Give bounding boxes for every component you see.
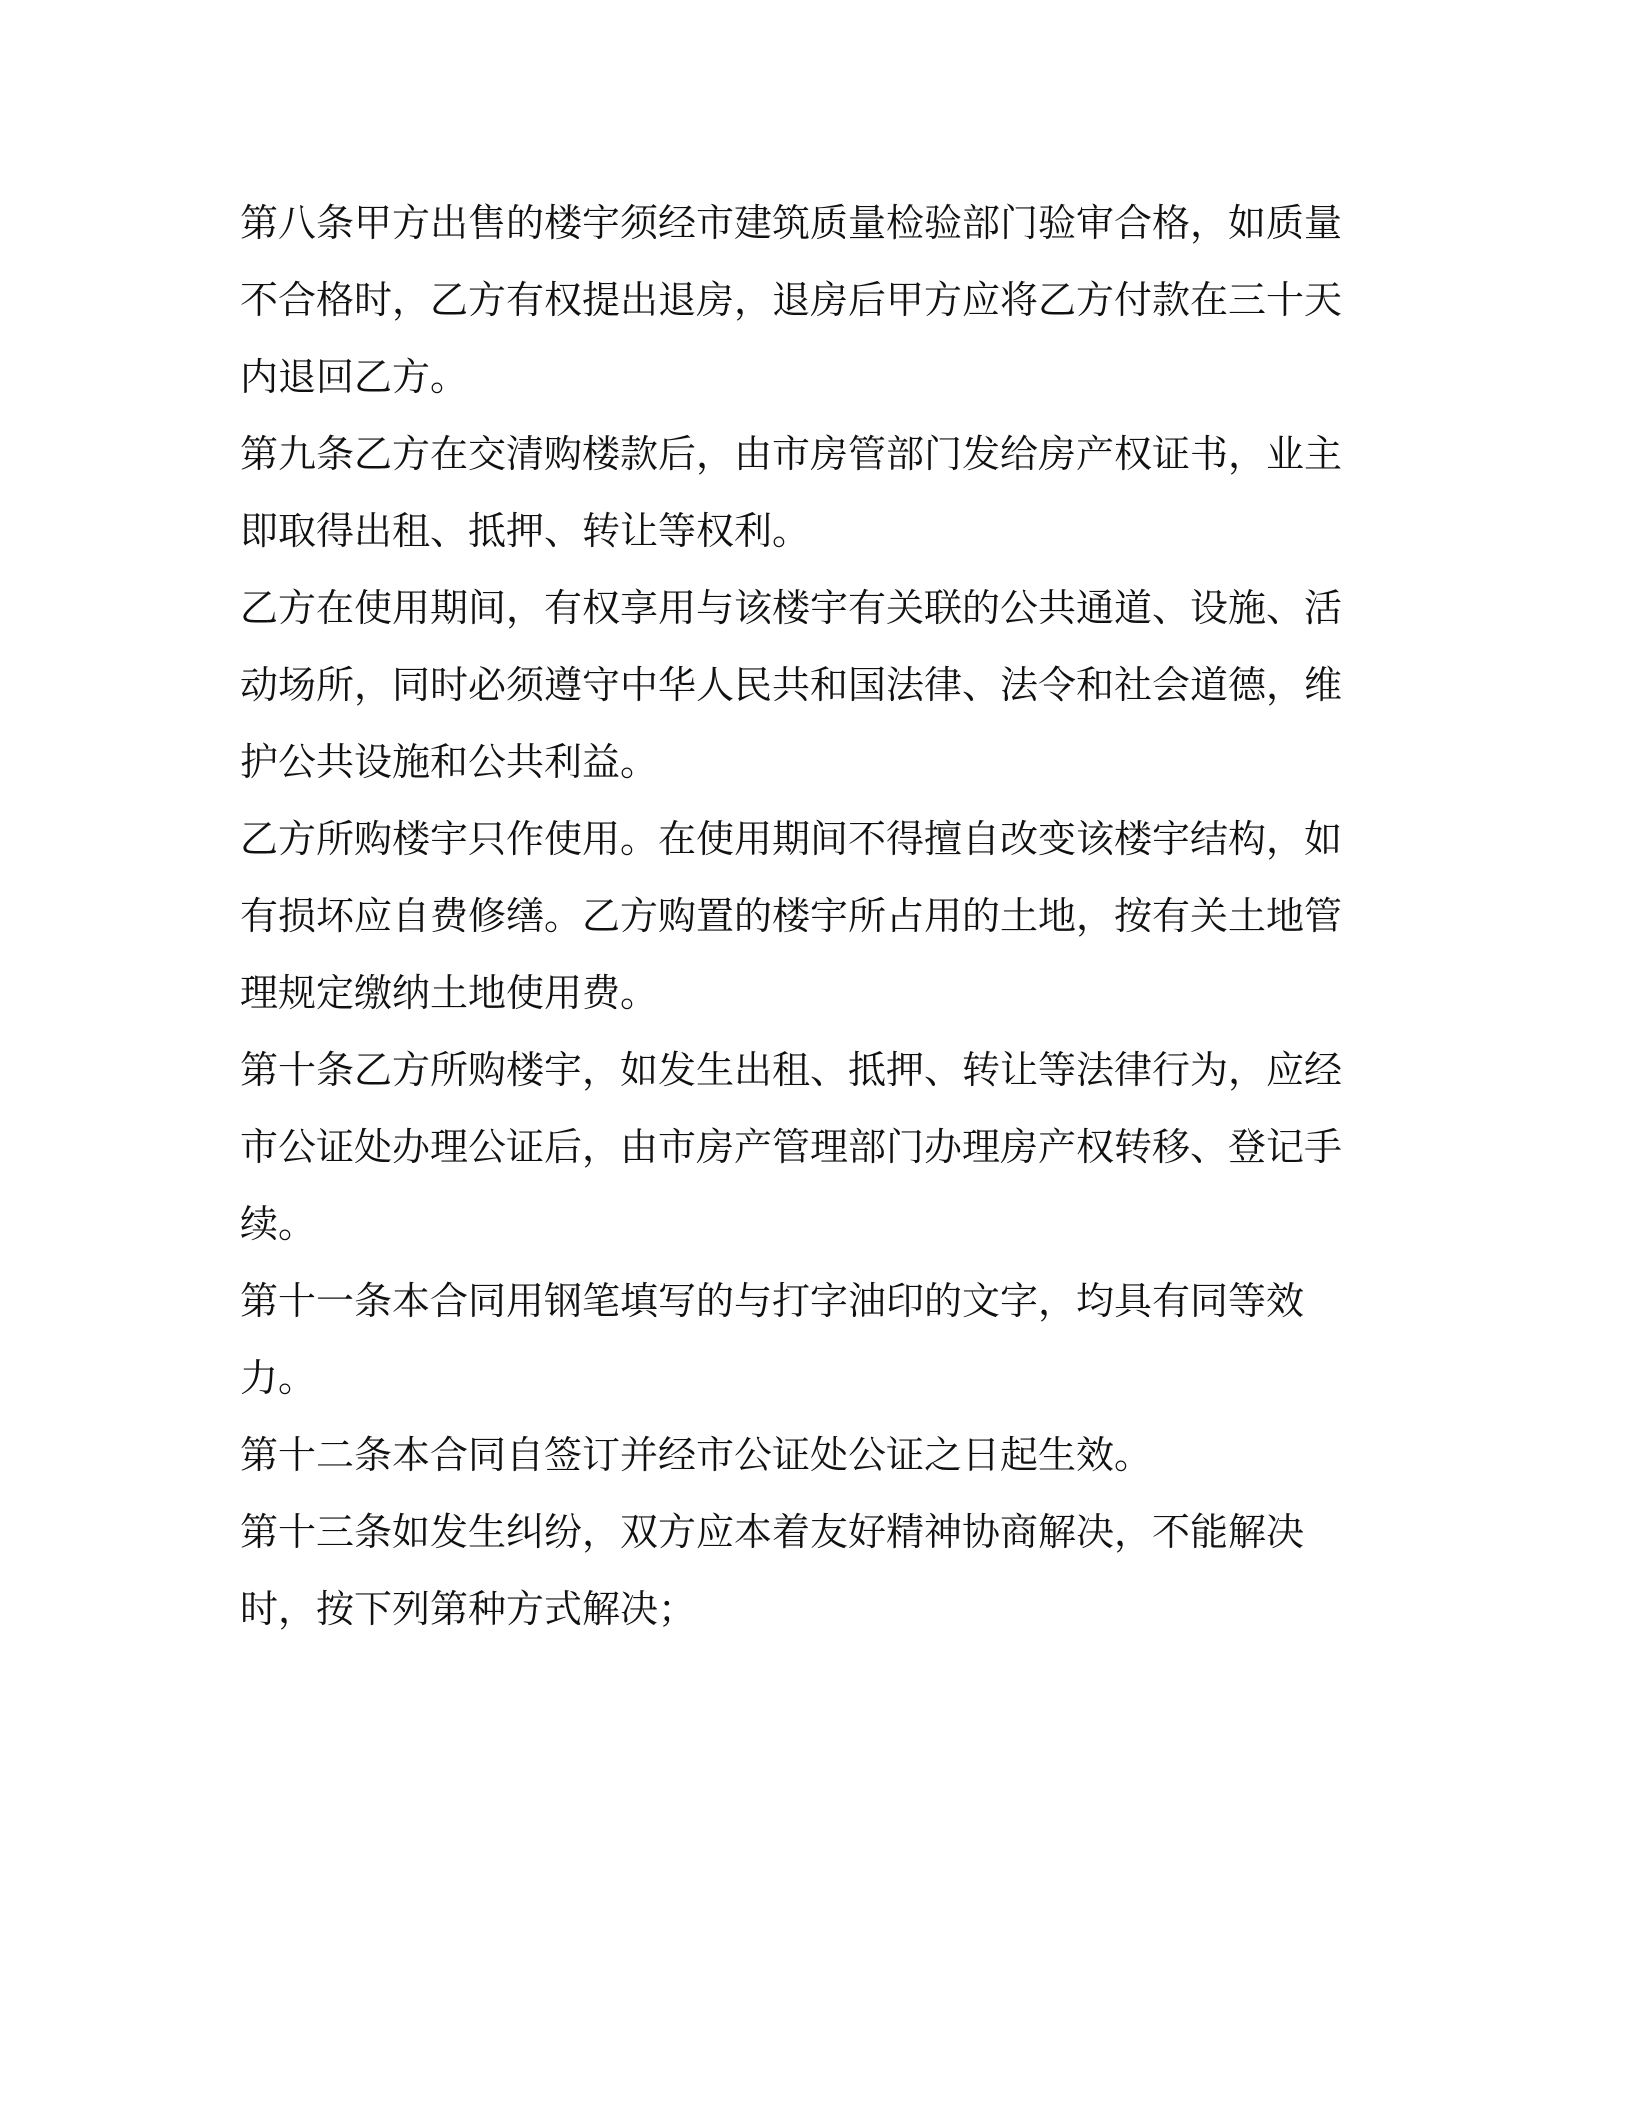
usage-restrictions-paragraph: 乙方所购楼宇只作使用。在使用期间不得擅自改变该楼宇结构，如有损坏应自费修缮。乙方购置的楼宇所占用的土地，按有关土地管理规定缴纳土地使用费。 [240, 817, 1343, 1015]
clause-10-paragraph: 第十条乙方所购楼宇，如发生出租、抵押、转让等法律行为，应经市公证处办理公证后，由市房产管理部门办理房产权转移、登记手续。 [240, 1048, 1343, 1246]
clause-11-paragraph: 第十一条本合同用钢笔填写的与打字油印的文字，均具有同等效力。 [240, 1279, 1305, 1400]
usage-rights-paragraph: 乙方在使用期间，有权享用与该楼宇有关联的公共通道、设施、活动场所，同时必须遵守中华人民共和国法律、法令和社会道德，维护公共设施和公共利益。 [240, 586, 1343, 784]
contract-body [240, 185, 1360, 1648]
clause-9-paragraph: 第九条乙方在交清购楼款后，由市房管部门发给房产权证书，业主即取得出租、抵押、转让等权利。 [240, 432, 1343, 553]
clause-8-paragraph: 第八条甲方出售的楼宇须经市建筑质量检验部门验审合格，如质量不合格时，乙方有权提出退房，退房后甲方应将乙方付款在三十天内退回乙方。 [240, 201, 1343, 399]
clause-13-paragraph: 第十三条如发生纠纷，双方应本着友好精神协商解决，不能解决时，按下列第种方式解决； [240, 1510, 1305, 1631]
clause-12-paragraph: 第十二条本合同自签订并经市公证处公证之日起生效。 [240, 1433, 1153, 1477]
